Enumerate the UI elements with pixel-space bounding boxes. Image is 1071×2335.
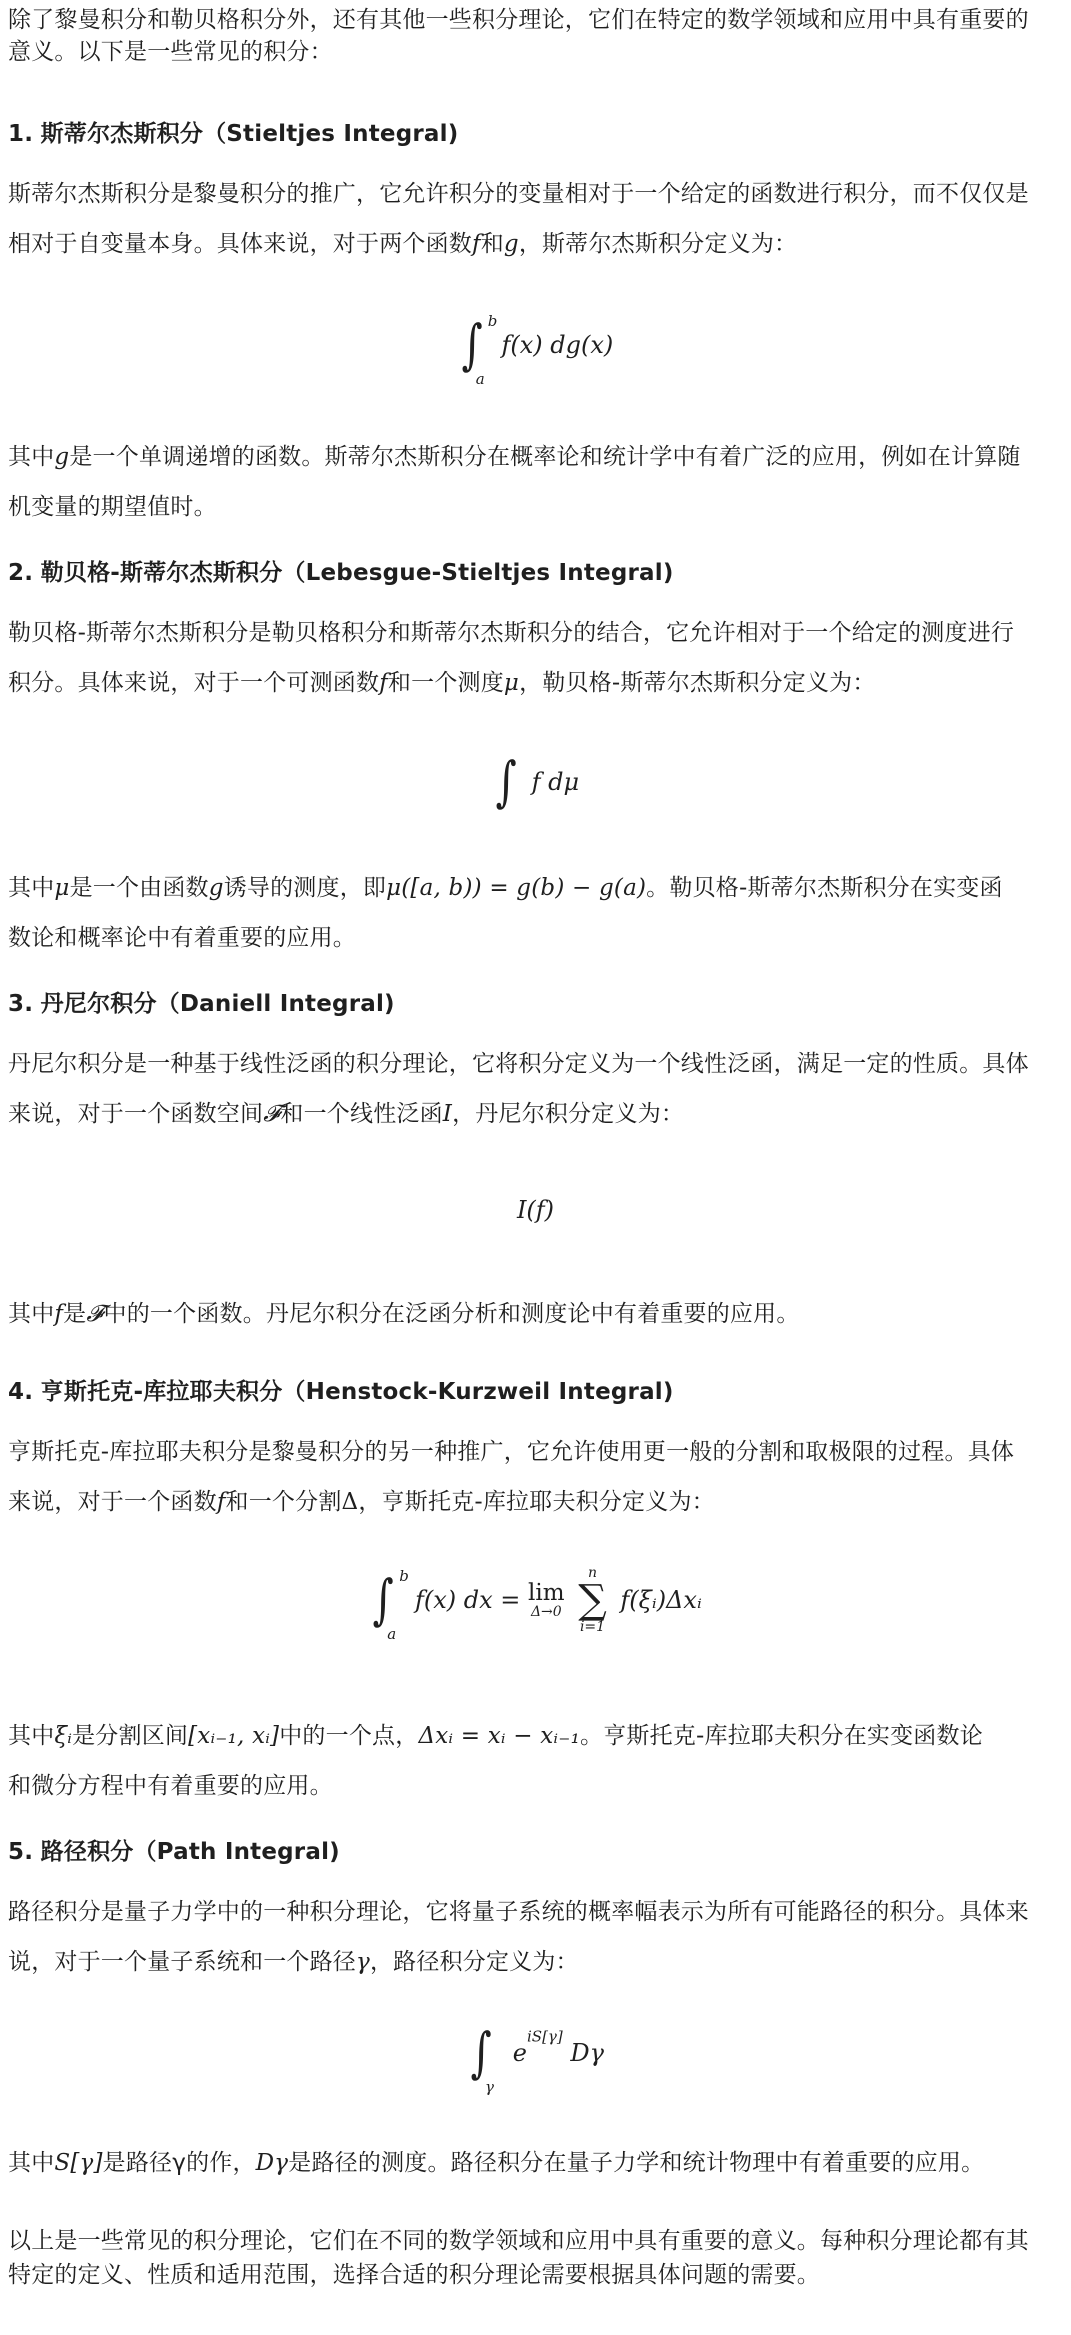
section-1-heading	[8, 118, 458, 150]
section-4-para-1-line-1: 亨斯托克-库拉耶夫积分是黎曼积分的另一种推广，它允许使用更一般的分割和取极限的过程。具体	[8, 1439, 1015, 1465]
section-2-para-1-line-1: 勒贝格-斯蒂尔杰斯积分是勒贝格积分和斯蒂尔杰斯积分的结合，它允许相对于一个给定的测度进行	[8, 620, 1015, 646]
section-1-formula: ∫ b a f(x) dg(x)	[461, 312, 614, 388]
section-1-para-2-line-1: 其中g是一个单调递增的函数。斯蒂尔杰斯积分在概率论和统计学中有着广泛的应用，例如在计算随	[8, 444, 1021, 470]
section-1-para-2-line-2: 机变量的期望值时。	[8, 494, 217, 520]
section-1-para-1-line-1: 斯蒂尔杰斯积分是黎曼积分的推广，它允许积分的变量相对于一个给定的函数进行积分，而不仅仅是	[8, 181, 1029, 207]
section-4-title: 亨斯托克-库拉耶夫积分	[40, 1379, 283, 1405]
section-4-heading	[8, 1376, 674, 1408]
section-3-title-en: （Daniell Integral)	[156, 991, 395, 1017]
section-4-title-en: （Henstock-Kurzweil Integral)	[282, 1379, 674, 1405]
section-3-formula: I(f)	[516, 1196, 555, 1224]
section-3-para-2: 其中f是𝓕中的一个函数。丹尼尔积分在泛函分析和测度论中有着重要的应用。	[8, 1301, 800, 1327]
section-5-title-en: （Path Integral)	[133, 1839, 340, 1865]
section-5-heading	[8, 1836, 340, 1868]
section-1-title: 斯蒂尔杰斯积分	[40, 121, 204, 147]
section-5-formula: ∫ γ $e^{iS[\gamma]}$ Dγ	[470, 2021, 604, 2096]
section-2-title-en: （Lebesgue-Stieltjes Integral)	[282, 560, 674, 586]
section-2-para-1-line-2: 积分。具体来说，对于一个可测函数f和一个测度μ，勒贝格-斯蒂尔杰斯积分定义为：	[8, 670, 876, 696]
section-2-title: 勒贝格-斯蒂尔杰斯积分	[40, 560, 283, 586]
section-4-para-2-line-2: 和微分方程中有着重要的应用。	[8, 1773, 333, 1799]
section-5-title: 路径积分	[40, 1839, 134, 1865]
section-4-formula: ∫ b a f(x) dx = lim Δ→0 n ∑ i=1 f(ξᵢ)Δxᵢ	[372, 1565, 702, 1643]
section-5-number: 5.	[8, 1839, 34, 1865]
section-4-para-1-line-2: 来说，对于一个函数f和一个分割Δ，亨斯托克-库拉耶夫积分定义为：	[8, 1489, 715, 1515]
section-4-number: 4.	[8, 1379, 34, 1405]
intro-line-2: 意义。以下是一些常见的积分：	[8, 39, 333, 65]
section-2-heading	[8, 557, 674, 589]
section-1-para-1-line-2: 相对于自变量本身。具体来说，对于两个函数f和g，斯蒂尔杰斯积分定义为：	[8, 231, 798, 257]
section-1-number: 1.	[8, 121, 34, 147]
section-4-para-2-line-1: 其中ξᵢ是分割区间[xᵢ₋₁, xᵢ]中的一个点，Δxᵢ = xᵢ − xᵢ₋₁。亨斯托克-库拉耶夫积分在实变函数论	[8, 1723, 983, 1749]
section-5-para-1-line-2: 说，对于一个量子系统和一个路径γ，路径积分定义为：	[8, 1949, 579, 1975]
section-2-para-2-line-2: 数论和概率论中有着重要的应用。	[8, 925, 356, 951]
section-3-para-1-line-2: 来说，对于一个函数空间𝓕和一个线性泛函I，丹尼尔积分定义为：	[8, 1101, 685, 1127]
section-3-para-1-line-1: 丹尼尔积分是一种基于线性泛函的积分理论，它将积分定义为一个线性泛函，满足一定的性质。具体	[8, 1051, 1029, 1077]
outro-line-2: 特定的定义、性质和适用范围，选择合适的积分理论需要根据具体问题的需要。	[8, 2262, 820, 2288]
section-2-number: 2.	[8, 560, 34, 586]
section-2-formula: ∫ f dμ	[495, 750, 580, 813]
section-5-para-2: 其中S[γ]是路径γ的作，Dγ是路径的测度。路径积分在量子力学和统计物理中有着重要的应用。	[8, 2150, 985, 2176]
section-1-title-en: （Stieltjes Integral)	[203, 121, 459, 147]
section-3-heading	[8, 988, 395, 1020]
section-5-para-1-line-1: 路径积分是量子力学中的一种积分理论，它将量子系统的概率幅表示为所有可能路径的积分。具体来	[8, 1899, 1029, 1925]
intro-line-1: 除了黎曼积分和勒贝格积分外，还有其他一些积分理论，它们在特定的数学领域和应用中具有重要的	[8, 7, 1029, 33]
section-3-title: 丹尼尔积分	[40, 991, 157, 1017]
section-2-para-2-line-1: 其中μ是一个由函数g诱导的测度，即μ([a, b)) = g(b) − g(a)。勒贝格-斯蒂尔杰斯积分在实变函	[8, 875, 1003, 901]
section-3-number: 3.	[8, 991, 34, 1017]
outro-line-1: 以上是一些常见的积分理论，它们在不同的数学领域和应用中具有重要的意义。每种积分理论都有其	[8, 2228, 1029, 2254]
